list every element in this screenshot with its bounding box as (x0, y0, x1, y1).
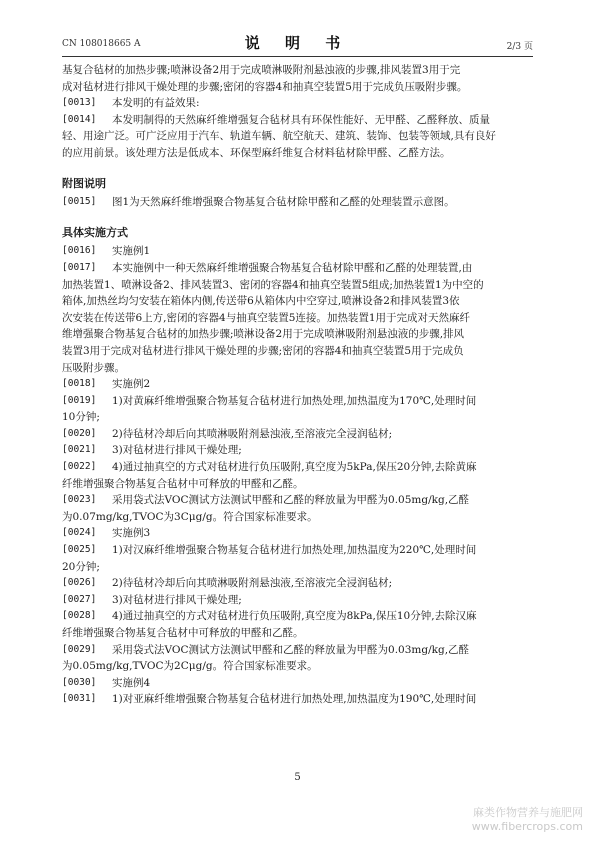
paragraph-text: 实施例1 (112, 245, 151, 258)
paragraph-0019 (62, 393, 534, 426)
paragraph-0028 (62, 608, 534, 641)
paragraph-number: [0024] (62, 527, 97, 539)
paragraph-number: [0030] (62, 676, 97, 688)
paragraph-0014 (62, 112, 534, 162)
paragraph-number: [0022] (62, 461, 97, 473)
watermark-url: www.fibercrops.com (471, 820, 583, 833)
paragraph-text: 1)对亚麻纤维增强聚合物基复合毡材进行加热处理,加热温度为190℃,处理时间 (112, 693, 477, 706)
paragraph-text: 本发明的有益效果: (112, 97, 200, 110)
paragraph-text: 本发明制得的天然麻纤维增强复合毡材具有环保性能好、无甲醛、乙醛释放、质量 (112, 113, 490, 126)
paragraph-number: [0016] (62, 245, 97, 257)
paragraph-0022 (62, 459, 534, 492)
paragraph-0020 (62, 426, 534, 443)
paragraph-text: 2)待毡材冷却后向其喷淋吸附剂悬浊液,至溶液完全浸润毡材; (112, 577, 393, 590)
body-line: 纤维增强聚合物基复合毡材中可释放的甲醛和乙醛。 (62, 477, 304, 490)
document-body (62, 62, 534, 708)
body-line: 装置3用于完成对毡材进行排风干燥处理的步骤;密闭的容器4和抽真空装置5用于完成负 (62, 344, 464, 357)
paragraph-number: [0019] (62, 394, 97, 406)
paragraph-text: 本实施例中一种天然麻纤维增强聚合物基复合毡材除甲醛和乙醛的处理装置,由 (112, 261, 473, 274)
body-line: 20分钟; (62, 560, 100, 573)
paragraph-0017 (62, 260, 534, 376)
paragraph-text: 4)通过抽真空的方式对毡材进行负压吸附,真空度为5kPa,保压20分钟,去除黄麻 (112, 461, 477, 474)
body-line: 为0.05mg/kg,TVOC为2Cμg/g。符合国家标准要求。 (62, 660, 318, 673)
publication-number: CN 108018665 A (62, 39, 141, 49)
body-line: 次安装在传送带6上方,密闭的容器4与抽真空装置5连接。加热装置1用于完成对天然麻纤 (62, 311, 471, 324)
body-line: 轻、用途广泛。可广泛应用于汽车、轨道车辆、航空航天、建筑、装饰、包装等领域,具有良好 (62, 130, 496, 143)
paragraph-text: 实施例2 (112, 378, 151, 391)
paragraph-number: [0027] (62, 593, 97, 605)
paragraph-number: [0021] (62, 444, 97, 456)
paragraph-number: [0025] (62, 544, 97, 556)
paragraph-number: [0015] (62, 196, 97, 208)
paragraph-text: 3)对毡材进行排风干燥处理; (112, 593, 242, 606)
paragraph-number: [0018] (62, 378, 97, 390)
paragraph-number: [0028] (62, 610, 97, 622)
paragraph-text: 3)对毡材进行排风干燥处理; (112, 444, 242, 457)
body-line: 10分钟; (62, 411, 100, 424)
paragraph-number: [0031] (62, 693, 97, 705)
paragraph-number: [0017] (62, 261, 97, 273)
paragraph-0013 (62, 95, 534, 112)
body-line: 的应用前景。该处理方法是低成本、环保型麻纤维复合材料毡材除甲醛、乙醛方法。 (62, 146, 451, 159)
paragraph-0024 (62, 525, 534, 542)
paragraph-text: 采用袋式法VOC测试方法测试甲醛和乙醛的释放量为甲醛为0.05mg/kg,乙醛 (112, 494, 470, 507)
paragraph-0025 (62, 542, 534, 575)
paragraph-text: 2)待毡材冷却后向其喷淋吸附剂悬浊液,至溶液完全浸润毡材; (112, 427, 393, 440)
body-line: 为0.07mg/kg,TVOC为3Cμg/g。符合国家标准要求。 (62, 510, 318, 523)
body-line: 基复合毡材的加热步骤;喷淋设备2用于完成喷淋吸附剂悬浊液的步骤,排风装置3用于完 (62, 64, 461, 76)
paragraph-0016 (62, 243, 534, 260)
paragraph-0026 (62, 575, 534, 592)
paragraph-text: 实施例4 (112, 676, 151, 689)
body-line: 压吸附步骤。 (62, 361, 125, 374)
paragraph-text: 采用袋式法VOC测试方法测试甲醛和乙醛的释放量为甲醛为0.03mg/kg,乙醛 (112, 643, 470, 656)
paragraph-number: [0023] (62, 494, 97, 506)
body-line: 箱体,加热丝均匀安装在箱体内侧,传送带6从箱体内中空穿过,喷淋设备2和排风装置3依 (62, 295, 460, 308)
paragraph-text: 1)对汉麻纤维增强聚合物基复合毡材进行加热处理,加热温度为220℃,处理时间 (112, 544, 477, 557)
paragraph-number: [0026] (62, 577, 97, 589)
section-heading-figures: 附图说明 (62, 176, 106, 190)
section-heading-embodiments: 具体实施方式 (62, 225, 128, 239)
paragraph-0015 (62, 194, 534, 211)
body-line: 加热装置1、喷淋设备2、排风装置3、密闭的容器4和抽真空装置5组成;加热装置1为中空的 (62, 278, 484, 291)
paragraph-0018 (62, 376, 534, 393)
paragraph-number: [0020] (62, 427, 97, 439)
paragraph-0027 (62, 592, 534, 609)
paragraph-text: 实施例3 (112, 527, 151, 540)
paragraph-text: 1)对黄麻纤维增强聚合物基复合毡材进行加热处理,加热温度为170℃,处理时间 (112, 394, 477, 407)
watermark-site-name: 麻类作物营养与施肥网 (473, 806, 583, 819)
paragraph-text: 4)通过抽真空的方式对毡材进行负压吸附,真空度为8kPa,保压10分钟,去除汉麻 (112, 610, 477, 623)
paragraph-number: [0029] (62, 643, 97, 655)
page-number: 5 (294, 772, 301, 783)
page-indicator: 2/3 页 (506, 42, 533, 52)
body-line: 维增强聚合物基复合毡材的加热步骤;喷淋设备2用于完成喷淋吸附剂悬浊液的步骤,排风 (62, 328, 465, 341)
paragraph-number: [0014] (62, 113, 97, 125)
watermark (472, 806, 583, 834)
paragraph-0030 (62, 675, 534, 692)
paragraph-number: [0013] (62, 97, 97, 109)
body-line: 成对毡材进行排风干燥处理的步骤;密闭的容器4和抽真空装置5用于完成负压吸附步骤。 (62, 80, 468, 93)
paragraph-0029 (62, 642, 534, 675)
paragraph-0023 (62, 492, 534, 525)
page-header (62, 30, 533, 57)
paragraph-0031 (62, 691, 534, 708)
document-title: 说 明 书 (244, 34, 351, 52)
paragraph-text: 图1为天然麻纤维增强聚合物基复合毡材除甲醛和乙醛的处理装置示意图。 (112, 196, 455, 209)
body-line: 纤维增强聚合物基复合毡材中可释放的甲醛和乙醛。 (62, 627, 304, 639)
paragraph-0021 (62, 442, 534, 459)
